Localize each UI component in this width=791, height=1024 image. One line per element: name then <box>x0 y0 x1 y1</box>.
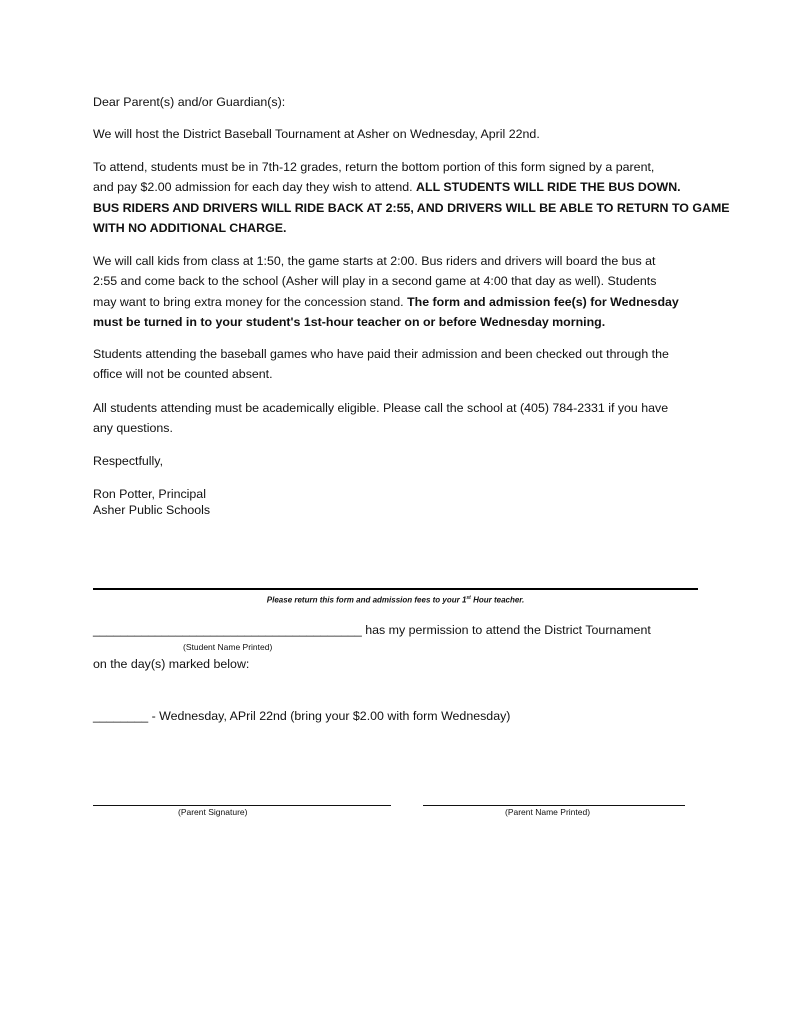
paragraph-5-line: any questions. <box>93 421 173 435</box>
text: Hour teacher. <box>470 595 525 605</box>
paragraph-5-line: All students attending must be academically eligible. Please call the school at (405) 784-2331 if you have <box>93 401 669 415</box>
paragraph-4-line: Students attending the baseball games who have paid their admission and been checked out through the <box>93 347 669 361</box>
paragraph-4-line: office will not be counted absent. <box>93 367 273 381</box>
days-text: on the day(s) marked below: <box>93 657 250 671</box>
greeting: Dear Parent(s) and/or Guardian(s): <box>93 95 286 109</box>
superscript: st <box>466 595 471 601</box>
student-name-label: (Student Name Printed) <box>183 642 273 652</box>
parent-signature-label: (Parent Signature) <box>178 807 248 817</box>
closing: Respectfully, <box>93 454 164 468</box>
parent-name-label: (Parent Name Printed) <box>505 807 591 817</box>
text: - Wednesday, APril 22nd (bring your $2.00 with form Wednesday) <box>148 709 511 723</box>
paragraph-1: We will host the District Baseball Tournament at Asher on Wednesday, April 22nd. <box>93 127 540 141</box>
text: may want to bring extra money for the concession stand. <box>93 295 408 309</box>
paragraph-3-line: must be turned in to your student's 1st-hour teacher on or before Wednesday morning. <box>93 315 606 329</box>
text: and pay $2.00 admission for each day they wish to attend. <box>93 180 417 194</box>
paragraph-3-line: 2:55 and come back to the school (Asher will play in a second game at 4:00 that day as well). Students <box>93 274 657 288</box>
paragraph-2-line: WITH NO ADDITIONAL CHARGE. <box>93 221 287 235</box>
text: has my permission to attend the District Tournament <box>361 623 651 637</box>
signer-org: Asher Public Schools <box>93 503 211 517</box>
paragraph-3-line <box>93 292 679 312</box>
paragraph-3-line: We will call kids from class at 1:50, the game starts at 2:00. Bus riders and drivers will board the bus at <box>93 254 656 268</box>
day-option <box>93 706 510 726</box>
paragraph-2-line: BUS RIDERS AND DRIVERS WILL RIDE BACK AT 2:55, AND DRIVERS WILL BE ABLE TO RETURN TO GAME <box>93 201 730 215</box>
signer-name: Ron Potter, Principal <box>93 487 206 501</box>
bold-text: ALL STUDENTS WILL RIDE THE BUS DOWN. <box>416 180 681 194</box>
paragraph-2-line <box>93 177 681 197</box>
return-note <box>93 592 698 607</box>
student-name-field[interactable]: _______________________________________ <box>93 623 362 637</box>
day-mark-field[interactable]: ________ <box>93 709 149 723</box>
permission-line <box>93 620 651 640</box>
bold-text: The form and admission fee(s) for Wednesday <box>407 295 679 309</box>
divider <box>93 588 698 590</box>
text: Please return this form and admission fees to your 1 <box>266 595 467 605</box>
paragraph-2-line: To attend, students must be in 7th-12 grades, return the bottom portion of this form signed by a parent, <box>93 160 655 174</box>
